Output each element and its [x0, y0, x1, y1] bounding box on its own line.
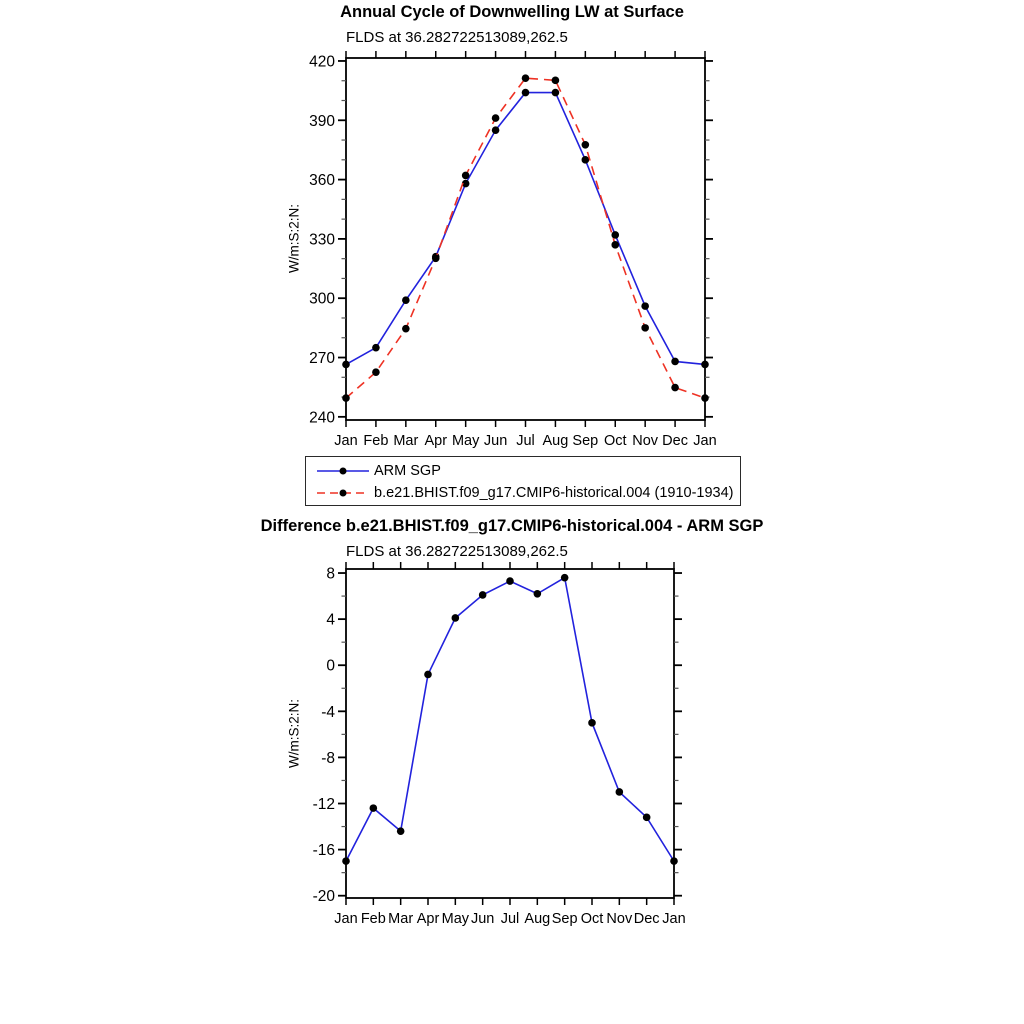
data-point — [701, 361, 709, 369]
data-point — [402, 325, 410, 333]
x-tick-label: Nov — [632, 433, 659, 449]
legend-label-arm-sgp: ARM SGP — [374, 463, 441, 479]
y-tick-label: -4 — [321, 703, 335, 721]
data-point — [522, 89, 530, 97]
data-point — [641, 302, 649, 310]
data-point — [342, 361, 350, 369]
data-point — [370, 804, 378, 812]
y-tick-label: -8 — [321, 749, 335, 767]
y-tick-label: -20 — [312, 888, 335, 906]
data-point — [424, 671, 432, 679]
x-tick-label: Jan — [334, 433, 358, 449]
data-point — [372, 344, 380, 352]
x-tick-label: Jul — [516, 433, 535, 449]
data-point — [397, 827, 405, 835]
model-sample — [316, 487, 370, 499]
y-tick-label: 4 — [326, 611, 335, 629]
y-tick-label: 0 — [326, 657, 335, 675]
x-tick-label: Dec — [662, 433, 688, 449]
x-tick-label: Jun — [483, 433, 508, 449]
plot-frame — [346, 569, 674, 898]
data-point — [616, 788, 624, 796]
data-point — [522, 74, 530, 82]
plot-frame — [346, 58, 705, 420]
y-tick-label: 330 — [309, 231, 335, 249]
data-point — [552, 89, 560, 97]
x-tick-label: Jul — [500, 911, 520, 927]
x-tick-label: May — [441, 911, 470, 927]
data-point — [701, 394, 709, 402]
difference-chart-title: Difference b.e21.BHIST.f09_g17.CMIP6-historical.004 - ARM SGP — [260, 517, 764, 535]
x-tick-label: Jan — [662, 911, 686, 927]
x-tick-label: Apr — [416, 911, 440, 927]
data-point — [342, 394, 350, 402]
arm-sgp-sample — [316, 465, 370, 477]
x-tick-label: Jan — [334, 911, 358, 927]
top-chart-title: Annual Cycle of Downwelling LW at Surface — [340, 3, 684, 21]
data-point — [671, 384, 679, 392]
difference-chart-y-axis-label: W/m:S:2:N: — [286, 699, 302, 769]
legend-label-model: b.e21.BHIST.f09_g17.CMIP6-historical.004 (1910-1934) — [374, 485, 734, 501]
top-chart-subtitle: FLDS at 36.282722513089,262.5 — [346, 29, 568, 46]
x-tick-label: Oct — [580, 911, 604, 927]
x-tick-label: Mar — [393, 433, 419, 449]
y-tick-label: -16 — [312, 842, 335, 860]
y-tick-label: 390 — [309, 112, 335, 130]
x-tick-label: Oct — [603, 433, 627, 449]
legend-item-arm-sgp — [306, 460, 740, 482]
x-tick-label: Feb — [363, 433, 389, 449]
data-point — [462, 172, 470, 180]
y-tick-label: -12 — [312, 796, 335, 814]
y-tick-label: 240 — [309, 409, 335, 427]
x-tick-label: Feb — [360, 911, 386, 927]
y-tick-label: 300 — [309, 290, 335, 308]
data-point — [671, 358, 679, 366]
y-tick-label: 420 — [309, 53, 335, 71]
data-point — [506, 577, 514, 585]
data-point — [452, 614, 460, 622]
data-point — [402, 296, 410, 304]
data-point — [561, 574, 569, 582]
data-point — [588, 719, 596, 727]
x-tick-label: Jan — [693, 433, 717, 449]
top-chart-y-axis-label: W/m:S:2:N: — [286, 204, 302, 274]
model-sample-marker-icon — [340, 490, 347, 497]
data-point — [372, 368, 380, 376]
series-line-0 — [346, 93, 705, 365]
data-point — [582, 156, 590, 164]
x-tick-label: Aug — [524, 911, 551, 927]
data-point — [611, 241, 619, 249]
data-point — [582, 141, 590, 149]
difference-chart-subtitle: FLDS at 36.282722513089,262.5 — [346, 543, 568, 560]
data-point — [643, 814, 651, 822]
x-tick-label: Jun — [470, 911, 495, 927]
legend-item-model — [306, 482, 740, 504]
x-tick-label: Mar — [388, 911, 414, 927]
data-point — [641, 324, 649, 332]
x-tick-label: Sep — [572, 433, 599, 449]
x-tick-label: Dec — [633, 911, 660, 927]
data-point — [670, 857, 678, 865]
data-point — [432, 254, 440, 262]
data-point — [479, 591, 487, 599]
y-tick-label: 360 — [309, 172, 335, 190]
arm-sgp-sample-marker-icon — [340, 468, 347, 475]
series-line-0 — [346, 578, 674, 861]
data-point — [492, 114, 500, 122]
y-tick-label: 8 — [326, 565, 335, 583]
x-tick-label: Sep — [551, 911, 578, 927]
data-point — [611, 231, 619, 239]
data-point — [534, 590, 542, 598]
data-point — [552, 77, 560, 85]
top-chart-plot — [309, 51, 717, 449]
x-tick-label: May — [451, 433, 480, 449]
series-line-1 — [346, 78, 705, 398]
data-point — [342, 857, 350, 865]
data-point — [492, 126, 500, 134]
x-tick-label: Apr — [424, 433, 448, 449]
legend-box — [305, 456, 741, 506]
x-tick-label: Aug — [542, 433, 569, 449]
y-tick-label: 270 — [309, 350, 335, 368]
x-tick-label: Nov — [606, 911, 633, 927]
difference-chart-plot — [313, 562, 686, 927]
